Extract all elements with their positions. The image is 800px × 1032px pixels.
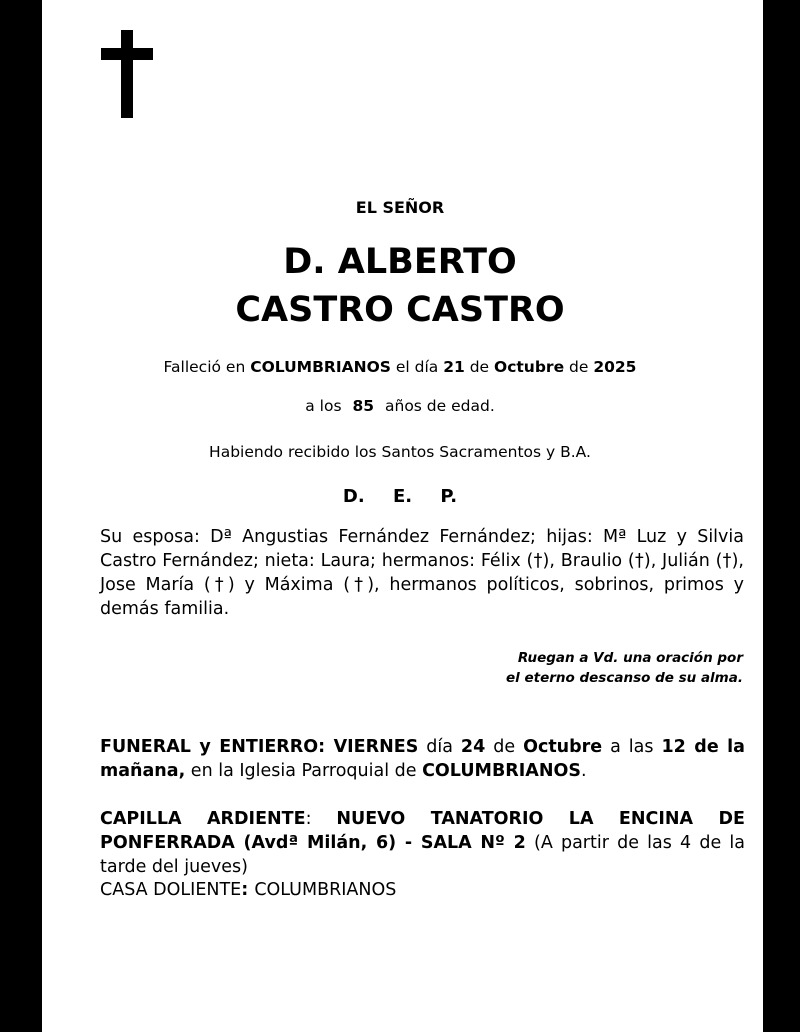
- funeral-text: de: [485, 737, 524, 757]
- dep-text: D. E. P.: [342, 486, 458, 507]
- age-info: [42, 397, 763, 415]
- prayer-line-2: el eterno descanso de su alma.: [506, 670, 743, 686]
- death-day: 21: [443, 358, 465, 376]
- family-text: Su esposa: Dª Angustias Fernández Fernández; hijas: Mª Luz y Silvia Castro Fernández; nieta: Laura; hermanos: Félix (†), Braulio (†), Julián (†), Jose María (†) y Máxima (†), hermanos políticos, sobrinos, primos y demás familia.: [100, 527, 744, 619]
- funeral-info: [100, 735, 745, 783]
- death-text: de: [464, 358, 495, 376]
- age-suffix: años de edad.: [385, 397, 495, 415]
- sacraments-text: Habiendo recibido los Santos Sacramentos y B.A.: [209, 443, 591, 461]
- mourning-house-info: [100, 878, 745, 902]
- funeral-label: FUNERAL y ENTIERRO: VIERNES: [100, 737, 419, 757]
- death-info: [42, 358, 763, 376]
- deceased-name: [42, 238, 763, 334]
- obituary-page: [42, 0, 763, 1032]
- funeral-time: 12 de la mañana,: [100, 737, 745, 781]
- death-text: Falleció en: [163, 358, 251, 376]
- name-line-2: CASTRO CASTRO: [235, 290, 565, 330]
- chapel-note: (A partir de las 4 de la tarde del jueves): [100, 833, 745, 877]
- name-line-1: D. ALBERTO: [283, 242, 517, 282]
- death-month: Octubre: [494, 358, 565, 376]
- funeral-month: Octubre: [523, 737, 603, 757]
- death-place: COLUMBRIANOS: [250, 358, 391, 376]
- title-prefix: EL SEÑOR: [355, 198, 445, 217]
- funeral-text: en la Iglesia Parroquial de: [185, 761, 423, 781]
- chapel-sep: :: [305, 809, 337, 829]
- mourning-house-label: CASA DOLIENTE: [100, 880, 242, 900]
- funeral-text: a las: [602, 737, 662, 757]
- death-year: 2025: [593, 358, 637, 376]
- prayer-request: [343, 648, 743, 688]
- chapel-label: CAPILLA ARDIENTE: [100, 809, 306, 829]
- funeral-day: 24: [460, 737, 486, 757]
- death-text: de: [564, 358, 594, 376]
- funeral-text: día: [418, 737, 461, 757]
- age-value: 85: [352, 397, 375, 415]
- cross-icon: [101, 30, 153, 118]
- prayer-line-1: Ruegan a Vd. una oración por: [517, 650, 743, 666]
- funeral-text: .: [580, 761, 587, 781]
- funeral-place: COLUMBRIANOS: [422, 761, 581, 781]
- mourning-house-value: COLUMBRIANOS: [254, 880, 397, 900]
- mourning-house-sep: :: [241, 880, 255, 900]
- chapel-place: NUEVO TANATORIO LA ENCINA DE PONFERRADA (Avdª Milán, 6) - SALA Nº 2: [100, 809, 745, 853]
- age-prefix: a los: [305, 397, 342, 415]
- death-text: el día: [390, 358, 444, 376]
- chapel-info: [100, 807, 745, 879]
